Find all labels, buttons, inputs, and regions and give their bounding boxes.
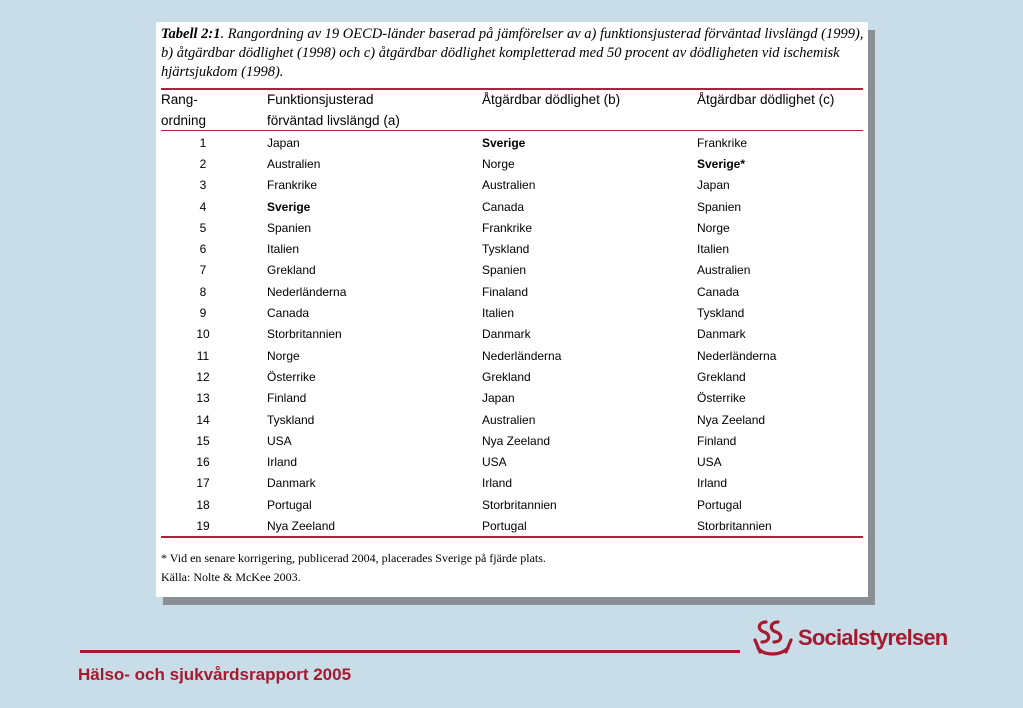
table-row: [161, 302, 863, 323]
country-cell: Australien: [482, 178, 536, 193]
country-cell: Spanien: [267, 220, 312, 235]
table-row: [161, 473, 863, 494]
country-cell: Japan: [482, 391, 515, 406]
rank-cell: 9: [199, 306, 207, 321]
rank-cell: 8: [199, 284, 207, 299]
country-cell: Portugal: [697, 497, 742, 512]
country-cell: Sverige*: [697, 156, 746, 171]
country-cell: Irland: [482, 476, 513, 491]
country-cell: Norge: [697, 220, 730, 235]
country-cell: Japan: [697, 178, 730, 193]
table-row: [161, 196, 863, 217]
country-cell: Nya Zeeland: [482, 433, 551, 448]
table-row: [161, 132, 863, 153]
table-row: [161, 238, 863, 259]
country-cell: USA: [482, 455, 507, 470]
table-row: [161, 430, 863, 451]
country-cell: Frankrike: [267, 178, 318, 193]
country-cell: Finaland: [482, 284, 529, 299]
country-cell: Canada: [697, 284, 740, 299]
table-row: [161, 345, 863, 366]
country-cell: Portugal: [267, 497, 312, 512]
country-cell: Frankrike: [482, 220, 533, 235]
country-cell: Italien: [267, 242, 300, 257]
table-row: [161, 366, 863, 387]
rank-cell: 5: [199, 220, 207, 235]
country-cell: Tyskland: [482, 242, 530, 257]
caption-label: Tabell 2:1: [161, 26, 221, 42]
country-cell: Australien: [697, 263, 751, 278]
rank-cell: 12: [196, 369, 210, 384]
table-row: [161, 451, 863, 472]
ranking-table: [161, 88, 863, 537]
rank-cell: 1: [199, 135, 207, 150]
table-bottom-rule: [161, 536, 863, 538]
country-cell: Tyskland: [267, 412, 315, 427]
table-row: [161, 494, 863, 515]
rank-cell: 4: [199, 199, 207, 214]
table-row: [161, 388, 863, 409]
country-cell: Danmark: [697, 327, 746, 342]
rank-cell: 10: [196, 327, 210, 342]
country-cell: Irland: [267, 455, 298, 470]
logo-text: Socialstyrelsen: [798, 625, 948, 650]
country-cell: Grekland: [482, 369, 531, 384]
country-cell: Spanien: [697, 199, 742, 214]
rank-cell: 19: [196, 518, 210, 533]
country-cell: Nya Zeeland: [697, 412, 766, 427]
country-cell: Spanien: [482, 263, 527, 278]
country-cell: Irland: [697, 476, 728, 491]
country-cell: Norge: [482, 156, 515, 171]
country-cell: Storbritannien: [697, 518, 772, 533]
column-header: [267, 88, 482, 132]
column-header-line1: Funktionsjusterad: [267, 92, 374, 107]
country-cell: Norge: [267, 348, 300, 363]
table-row: [161, 217, 863, 238]
country-cell: Australien: [482, 412, 536, 427]
table-row: [161, 260, 863, 281]
table-header-row: [161, 88, 863, 132]
logo-emblem-icon: [752, 618, 794, 658]
column-header-line1: Åtgärdbar dödlighet (c): [697, 92, 835, 107]
rank-cell: 6: [199, 242, 207, 257]
country-cell: Nederländerna: [482, 348, 562, 363]
column-header-line2: ordning: [161, 112, 207, 128]
rank-cell: 13: [196, 391, 210, 406]
rank-cell: 2: [199, 156, 207, 171]
column-header: [482, 88, 697, 132]
rank-cell: 7: [199, 263, 207, 278]
country-cell: Sverige: [267, 199, 311, 214]
table-row: [161, 515, 863, 536]
table-body: [161, 132, 863, 537]
table-row: [161, 324, 863, 345]
country-cell: Grekland: [267, 263, 316, 278]
column-header-line2: förväntad livslängd (a): [267, 112, 400, 128]
country-cell: Nederländerna: [267, 284, 347, 299]
caption-text: . Rangordning av 19 OECD-länder baserad på jämförelser av a) funktionsjusterad förväntad livslängd (1999), b) åtgärdbar dödlighet (1998) och c) åtgärdbar dödlighet kompletterad med 50 procent av dödligheten vid ischemisk hjärtsjukdom (1998).: [161, 26, 864, 80]
country-cell: Nederländerna: [697, 348, 777, 363]
country-cell: Finland: [697, 433, 737, 448]
country-cell: Österrike: [267, 369, 316, 384]
country-cell: Japan: [267, 135, 300, 150]
header-rule: [161, 130, 863, 131]
table-row: [161, 175, 863, 196]
column-header: [697, 88, 863, 132]
source-note: Källa: Nolte & McKee 2003.: [161, 570, 301, 584]
country-cell: Frankrike: [697, 135, 748, 150]
country-cell: USA: [267, 433, 292, 448]
table-row: [161, 409, 863, 430]
socialstyrelsen-logo: [752, 618, 947, 658]
country-cell: Canada: [267, 306, 310, 321]
country-cell: Finland: [267, 391, 307, 406]
column-header-line1: Åtgärdbar dödlighet (b): [482, 92, 621, 107]
country-cell: Italien: [697, 242, 730, 257]
country-cell: Österrike: [697, 391, 746, 406]
footnote: * Vid en senare korrigering, publicerad 2004, placerades Sverige på fjärde plats.: [161, 551, 546, 565]
column-header: [161, 88, 267, 132]
table-row: [161, 281, 863, 302]
country-cell: Storbritannien: [267, 327, 342, 342]
column-header-line1: Rang-: [161, 92, 198, 107]
country-cell: Danmark: [482, 327, 531, 342]
rank-cell: 16: [196, 455, 210, 470]
footer-line: [80, 650, 740, 653]
country-cell: Australien: [267, 156, 321, 171]
country-cell: Nya Zeeland: [267, 518, 336, 533]
table-card: [156, 22, 868, 597]
country-cell: Sverige: [482, 135, 526, 150]
country-cell: Italien: [482, 306, 515, 321]
rank-cell: 11: [196, 348, 210, 363]
table-caption: [161, 25, 866, 82]
rank-cell: 18: [196, 497, 210, 512]
country-cell: Portugal: [482, 518, 527, 533]
country-cell: Grekland: [697, 369, 746, 384]
table-row: [161, 153, 863, 174]
rank-cell: 17: [196, 476, 210, 491]
footer-title: Hälso- och sjukvårdsrapport 2005: [78, 665, 352, 684]
rank-cell: 14: [196, 412, 210, 427]
country-cell: Tyskland: [697, 306, 745, 321]
country-cell: Storbritannien: [482, 497, 557, 512]
country-cell: USA: [697, 455, 722, 470]
country-cell: Danmark: [267, 476, 316, 491]
rank-cell: 15: [196, 433, 210, 448]
rank-cell: 3: [199, 178, 207, 193]
country-cell: Canada: [482, 199, 525, 214]
